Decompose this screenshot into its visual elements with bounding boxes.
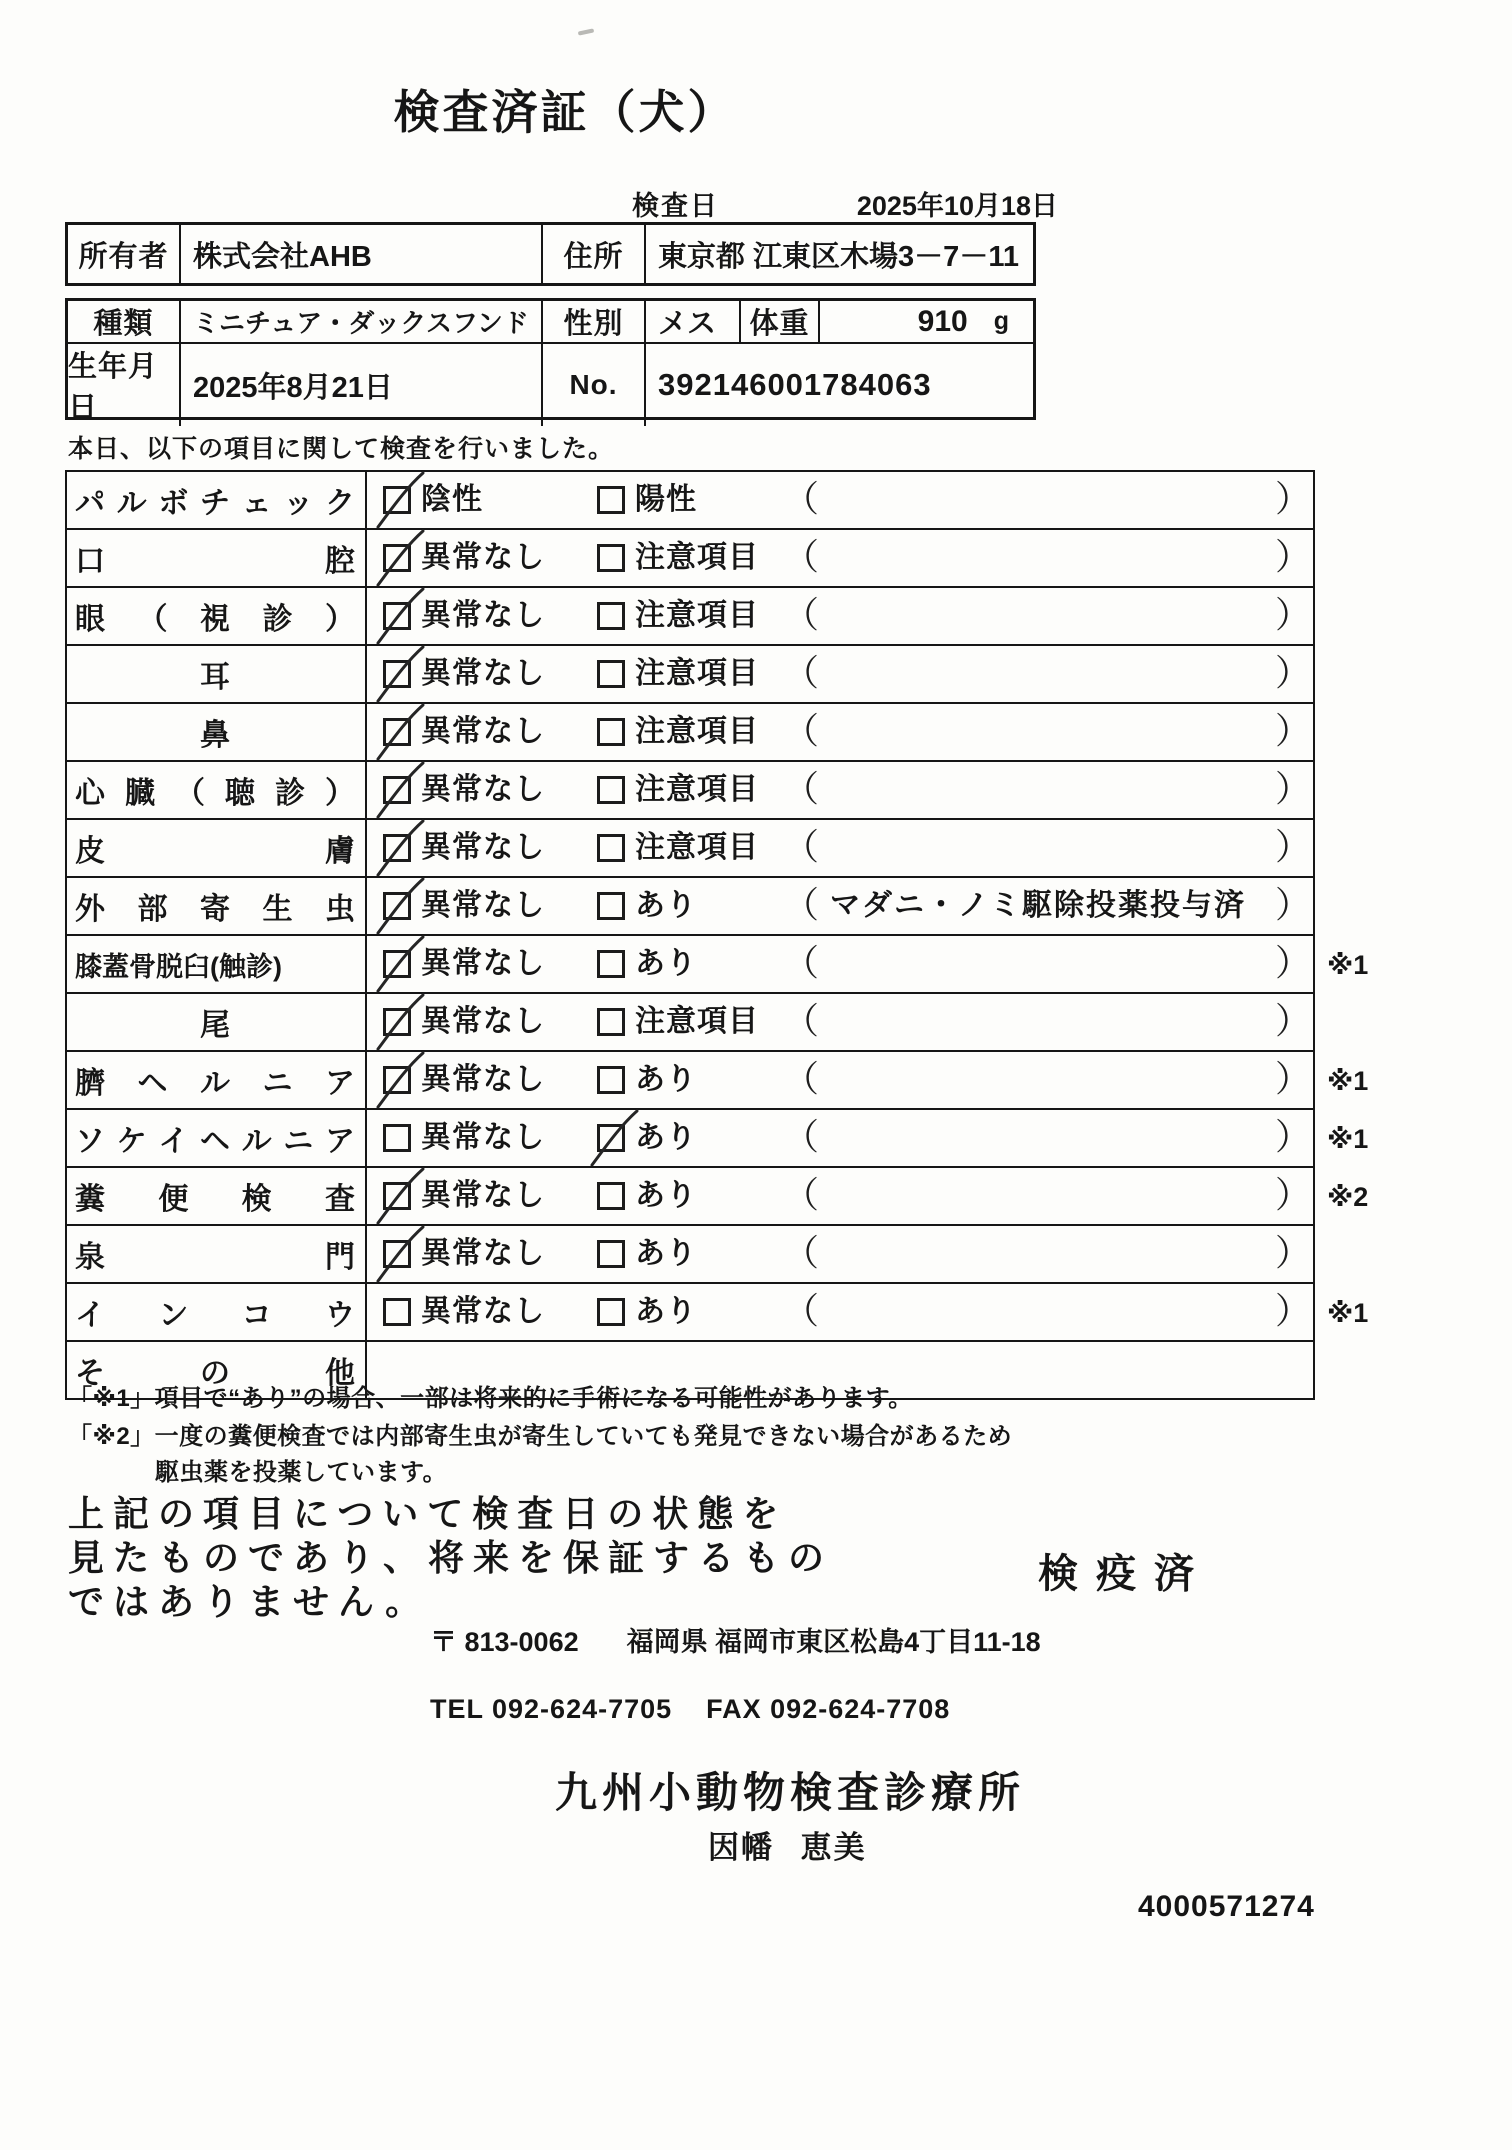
- checkbox-option-2-label: 注意項目: [635, 599, 759, 632]
- checkbox-option-1: [383, 1182, 411, 1210]
- paren-close: ）: [1275, 942, 1312, 983]
- paren-close: ）: [1275, 536, 1312, 577]
- clinic-address: 福岡県 福岡市東区松島4丁目11-18: [626, 1627, 1041, 1657]
- checklist-table: [65, 470, 1369, 1400]
- checklist-row: [67, 1224, 1313, 1282]
- checkbox-option-2-label: 注意項目: [635, 657, 759, 690]
- checklist-item-name: 糞 便 検 査: [67, 1168, 367, 1224]
- checklist-row-result-area: [369, 588, 1313, 644]
- breed-label: 種類: [68, 301, 181, 342]
- checklist-row: [67, 1166, 1369, 1224]
- paren-remark-text: [805, 994, 1271, 1050]
- animal-row-2: [68, 344, 1033, 426]
- disclaimer-line-3: ではありません。: [68, 1581, 431, 1622]
- paren-remark-text: [805, 1168, 1271, 1224]
- disclaimer-line-1: 上記の項目について検査日の状態を: [68, 1493, 788, 1534]
- paren-open: （: [783, 478, 820, 519]
- checklist-row-result-area: [369, 530, 1313, 586]
- checkbox-option-1-label: 異常なし: [421, 1063, 545, 1096]
- checkbox-option-1: [383, 718, 411, 746]
- checklist-row-result-area: [369, 1284, 1313, 1340]
- paren-open: （: [783, 1000, 820, 1041]
- paren-remark-text: マダニ・ノミ駆除投薬投与済: [830, 889, 1246, 922]
- paren-close: ）: [1275, 1058, 1312, 1099]
- checkbox-option-1: [383, 486, 411, 514]
- paren-remark-text: [805, 1226, 1271, 1282]
- checkbox-option-2-label: あり: [635, 1121, 697, 1154]
- paren-open: （: [783, 1058, 820, 1099]
- checkbox-option-2-label: 注意項目: [635, 541, 759, 574]
- checkbox-option-2: [597, 1240, 625, 1268]
- handwritten-check-slash: [373, 470, 427, 532]
- checklist-row: [67, 644, 1313, 702]
- clinic-tel: TEL 092-624-7705: [430, 1694, 673, 1724]
- clinic-tel-line: [430, 1694, 950, 1725]
- checkbox-option-1-label: 異常なし: [421, 599, 545, 632]
- checklist-row: [67, 472, 1313, 528]
- handwritten-check-slash: [373, 1224, 427, 1286]
- number-label: No.: [543, 344, 646, 426]
- checklist-item-name: 耳: [67, 646, 367, 702]
- footnote-2-continued: 駆虫薬を投薬しています。: [155, 1459, 448, 1486]
- checkbox-option-1-label: 異常なし: [421, 715, 545, 748]
- checkbox-option-2: [597, 1066, 625, 1094]
- paren-open: （: [783, 1232, 820, 1273]
- checkbox-option-1-label: 異常なし: [421, 947, 545, 980]
- checkbox-option-2: [597, 544, 625, 572]
- breed-value: ミニチュア・ダックスフンド: [181, 301, 543, 342]
- checkbox-option-1: [383, 892, 411, 920]
- document-title: 検査済証（犬）: [393, 86, 737, 138]
- checklist-row: [67, 818, 1313, 876]
- checklist-item-name: 鼻: [67, 704, 367, 760]
- checkbox-option-2-label: 陽性: [635, 483, 697, 516]
- inspection-date-value: 2025年10月18日: [856, 191, 1058, 221]
- row-reference-note: ※2: [1327, 1182, 1369, 1212]
- animal-row-1: [68, 301, 1033, 344]
- checkbox-option-2-label: あり: [635, 947, 697, 980]
- checklist-row: [67, 760, 1313, 818]
- handwritten-check-slash: [373, 1166, 427, 1228]
- checklist-row-result-area: [369, 936, 1313, 992]
- checkbox-option-2: [597, 950, 625, 978]
- paren-close: ）: [1275, 594, 1312, 635]
- animal-table: [65, 298, 1036, 424]
- inspection-date-label: 検査日: [632, 191, 719, 221]
- checklist-item-name: 眼 （ 視 診 ）: [67, 588, 367, 644]
- checklist-item-name: 皮 膚: [67, 820, 367, 876]
- paren-close: ）: [1275, 768, 1312, 809]
- checkbox-option-2-label: 注意項目: [635, 831, 759, 864]
- checklist-row-result-area: [369, 646, 1313, 702]
- checkbox-option-2-label: 注意項目: [635, 715, 759, 748]
- checklist-row-result-area: [369, 878, 1313, 934]
- paren-open: （: [783, 536, 820, 577]
- handwritten-check-slash: [587, 1108, 641, 1170]
- checkbox-option-1-label: 異常なし: [421, 1237, 545, 1270]
- paren-close: ）: [1275, 1000, 1312, 1041]
- checklist-row-result-area: [369, 1168, 1313, 1224]
- paren-open: （: [783, 826, 820, 867]
- checkbox-option-2-label: あり: [635, 1063, 697, 1096]
- checkbox-option-2-label: あり: [635, 1295, 697, 1328]
- row-reference-note: ※1: [1327, 1066, 1369, 1096]
- weight-label: 体重: [741, 301, 820, 342]
- checklist-row: [67, 1050, 1369, 1108]
- checkbox-option-1-label: 異常なし: [421, 889, 545, 922]
- paren-close: ）: [1275, 1174, 1312, 1215]
- sex-value: メス: [646, 301, 741, 342]
- quarantine-passed-stamp: 検疫済: [1038, 1552, 1212, 1596]
- scan-artifact: [578, 28, 594, 35]
- checkbox-option-1: [383, 544, 411, 572]
- birthdate-label: 生年月日: [68, 344, 181, 426]
- paren-close: ）: [1275, 884, 1312, 925]
- paren-remark-text: [805, 1052, 1271, 1108]
- checkbox-option-2: [597, 718, 625, 746]
- clinic-name: 九州小動物検査診療所: [555, 1769, 1026, 1816]
- paren-remark-text: [805, 530, 1271, 586]
- handwritten-check-slash: [373, 586, 427, 648]
- paren-open: （: [783, 884, 820, 925]
- handwritten-check-slash: [373, 644, 427, 706]
- checkbox-option-1-label: 異常なし: [421, 773, 545, 806]
- checkbox-option-1: [383, 1066, 411, 1094]
- handwritten-check-slash: [373, 702, 427, 764]
- checkbox-option-1-label: 異常なし: [421, 1121, 545, 1154]
- paren-remark-text: [805, 472, 1271, 528]
- paren-remark-text: [805, 1284, 1271, 1340]
- handwritten-check-slash: [373, 992, 427, 1054]
- paren-remark-text: [805, 588, 1271, 644]
- owner-label: 所有者: [68, 225, 181, 283]
- checklist-item-name: 外 部 寄 生 虫: [67, 878, 367, 934]
- checklist-row-result-area: [369, 704, 1313, 760]
- checklist-row: [67, 586, 1313, 644]
- checkbox-option-2-label: 注意項目: [635, 773, 759, 806]
- checklist-item-name: 口 腔: [67, 530, 367, 586]
- checkbox-option-1: [383, 950, 411, 978]
- checkbox-option-2: [597, 834, 625, 862]
- paren-remark-text: [805, 820, 1271, 876]
- weight-unit: g: [993, 307, 1009, 335]
- paren-close: ）: [1275, 1116, 1312, 1157]
- checklist-item-name: ソ ケ イ ヘ ル ニ ア: [67, 1110, 367, 1166]
- clinic-postal-line: [430, 1620, 1041, 1659]
- checkbox-option-1-label: 異常なし: [421, 541, 545, 574]
- checklist-row-result-area: [369, 820, 1313, 876]
- checkbox-option-2-label: あり: [635, 889, 697, 922]
- checkbox-option-1-label: 異常なし: [421, 831, 545, 864]
- owner-value: 株式会社AHB: [181, 225, 543, 283]
- checklist-item-name: イ ン コ ウ: [67, 1284, 367, 1340]
- veterinarian-name: 因幡 恵美: [708, 1830, 867, 1865]
- paren-remark-text: [805, 646, 1271, 702]
- checkbox-option-1-label: 異常なし: [421, 1295, 545, 1328]
- owner-table: [65, 222, 1036, 286]
- paren-remark-text: [805, 936, 1271, 992]
- paren-remark-text: [805, 704, 1271, 760]
- paren-open: （: [783, 594, 820, 635]
- clinic-fax: FAX 092-624-7708: [706, 1694, 951, 1724]
- checkbox-option-2: [597, 1182, 625, 1210]
- weight-value-cell: [820, 301, 1033, 342]
- clinic-postal-code: 〒 813-0062: [430, 1627, 579, 1657]
- paren-remark-text: [805, 1110, 1271, 1166]
- paren-open: （: [783, 768, 820, 809]
- checklist-row-result-area: [369, 762, 1313, 818]
- checkbox-option-1-label: 異常なし: [421, 1005, 545, 1038]
- paren-close: ）: [1275, 1232, 1312, 1273]
- checklist-item-name: パ ル ボ チ ェ ッ ク: [67, 472, 367, 528]
- checkbox-option-2: [597, 1298, 625, 1326]
- intro-sentence: 本日、以下の項目に関して検査を行いました。: [68, 435, 615, 463]
- checklist-item-name: 臍 ヘ ル ニ ア: [67, 1052, 367, 1108]
- checkbox-option-1-label: 陰性: [421, 483, 483, 516]
- disclaimer-line-2: 見たものであり、将来を保証するもの: [68, 1537, 834, 1578]
- checklist-item-name: 膝蓋骨脱臼(触診): [67, 936, 367, 992]
- checklist-row: [67, 528, 1313, 586]
- paren-open: （: [783, 1290, 820, 1331]
- address-label: 住所: [543, 225, 646, 283]
- paren-close: ）: [1275, 652, 1312, 693]
- checkbox-option-2: [597, 486, 625, 514]
- paren-open: （: [783, 710, 820, 751]
- handwritten-check-slash: [373, 934, 427, 996]
- checkbox-option-2-label: あり: [635, 1237, 697, 1270]
- row-reference-note: ※1: [1327, 1298, 1369, 1328]
- checkbox-option-2: [597, 1008, 625, 1036]
- checkbox-option-1: [383, 1240, 411, 1268]
- checklist-item-name: 心 臓 （ 聴 診 ）: [67, 762, 367, 818]
- checkbox-option-1-label: 異常なし: [421, 657, 545, 690]
- paren-close: ）: [1275, 826, 1312, 867]
- checklist-row: [67, 1282, 1369, 1340]
- handwritten-check-slash: [373, 528, 427, 590]
- checkbox-option-2-label: 注意項目: [635, 1005, 759, 1038]
- checkbox-option-1: [383, 602, 411, 630]
- paren-open: （: [783, 652, 820, 693]
- checkbox-option-2: [597, 660, 625, 688]
- checklist-item-name: 尾: [67, 994, 367, 1050]
- checkbox-option-2: [597, 892, 625, 920]
- checklist-item-name: そ の 他: [67, 1342, 367, 1398]
- checklist-row: [67, 876, 1313, 934]
- paren-close: ）: [1275, 1290, 1312, 1331]
- checklist-row: [67, 1108, 1369, 1166]
- checkbox-option-1: [383, 1298, 411, 1326]
- paren-open: （: [783, 1174, 820, 1215]
- checkbox-option-1: [383, 1124, 411, 1152]
- handwritten-check-slash: [373, 760, 427, 822]
- number-value: 392146001784063: [658, 367, 932, 402]
- checklist-row-result-area: [369, 1052, 1313, 1108]
- checklist-row: [67, 934, 1369, 992]
- checklist-row-result-area: [369, 994, 1313, 1050]
- address-value: 東京都 江東区木場3－7－11: [658, 240, 1019, 273]
- birthdate-value: 2025年8月21日: [181, 344, 543, 426]
- row-reference-note: ※1: [1327, 1124, 1369, 1154]
- footnote-1: 「※1」項目で“あり”の場合、一部は将来的に手術になる可能性があります。: [68, 1385, 913, 1412]
- checkbox-option-1: [383, 834, 411, 862]
- checkbox-option-2: [597, 1124, 625, 1152]
- paren-open: （: [783, 1116, 820, 1157]
- checkbox-option-1: [383, 776, 411, 804]
- row-reference-note: ※1: [1327, 950, 1369, 980]
- checklist-row-result-area: [369, 1110, 1313, 1166]
- checklist-row: [67, 702, 1313, 760]
- weight-value: 910: [917, 304, 968, 338]
- sex-label: 性別: [543, 301, 646, 342]
- paren-open: （: [783, 942, 820, 983]
- handwritten-check-slash: [373, 1050, 427, 1112]
- footnote-2: 「※2」一度の糞便検査では内部寄生虫が寄生していても発見できない場合があるため: [68, 1423, 1013, 1450]
- checklist-item-name: 泉 門: [67, 1226, 367, 1282]
- checklist-row-result-area: [369, 1226, 1313, 1282]
- checkbox-option-1-label: 異常なし: [421, 1179, 545, 1212]
- checkbox-option-1: [383, 1008, 411, 1036]
- checkbox-option-2: [597, 776, 625, 804]
- handwritten-check-slash: [373, 818, 427, 880]
- paren-remark-text: [805, 762, 1271, 818]
- serial-number: 4000571274: [1138, 1890, 1315, 1923]
- handwritten-check-slash: [373, 876, 427, 938]
- paren-close: ）: [1275, 478, 1312, 519]
- checkbox-option-1: [383, 660, 411, 688]
- checkbox-option-2: [597, 602, 625, 630]
- disclaimer-text: [68, 1492, 833, 1624]
- checklist-row-result-area: [369, 472, 1313, 528]
- checkbox-option-2-label: あり: [635, 1179, 697, 1212]
- paren-close: ）: [1275, 710, 1312, 751]
- checklist-row: [67, 992, 1313, 1050]
